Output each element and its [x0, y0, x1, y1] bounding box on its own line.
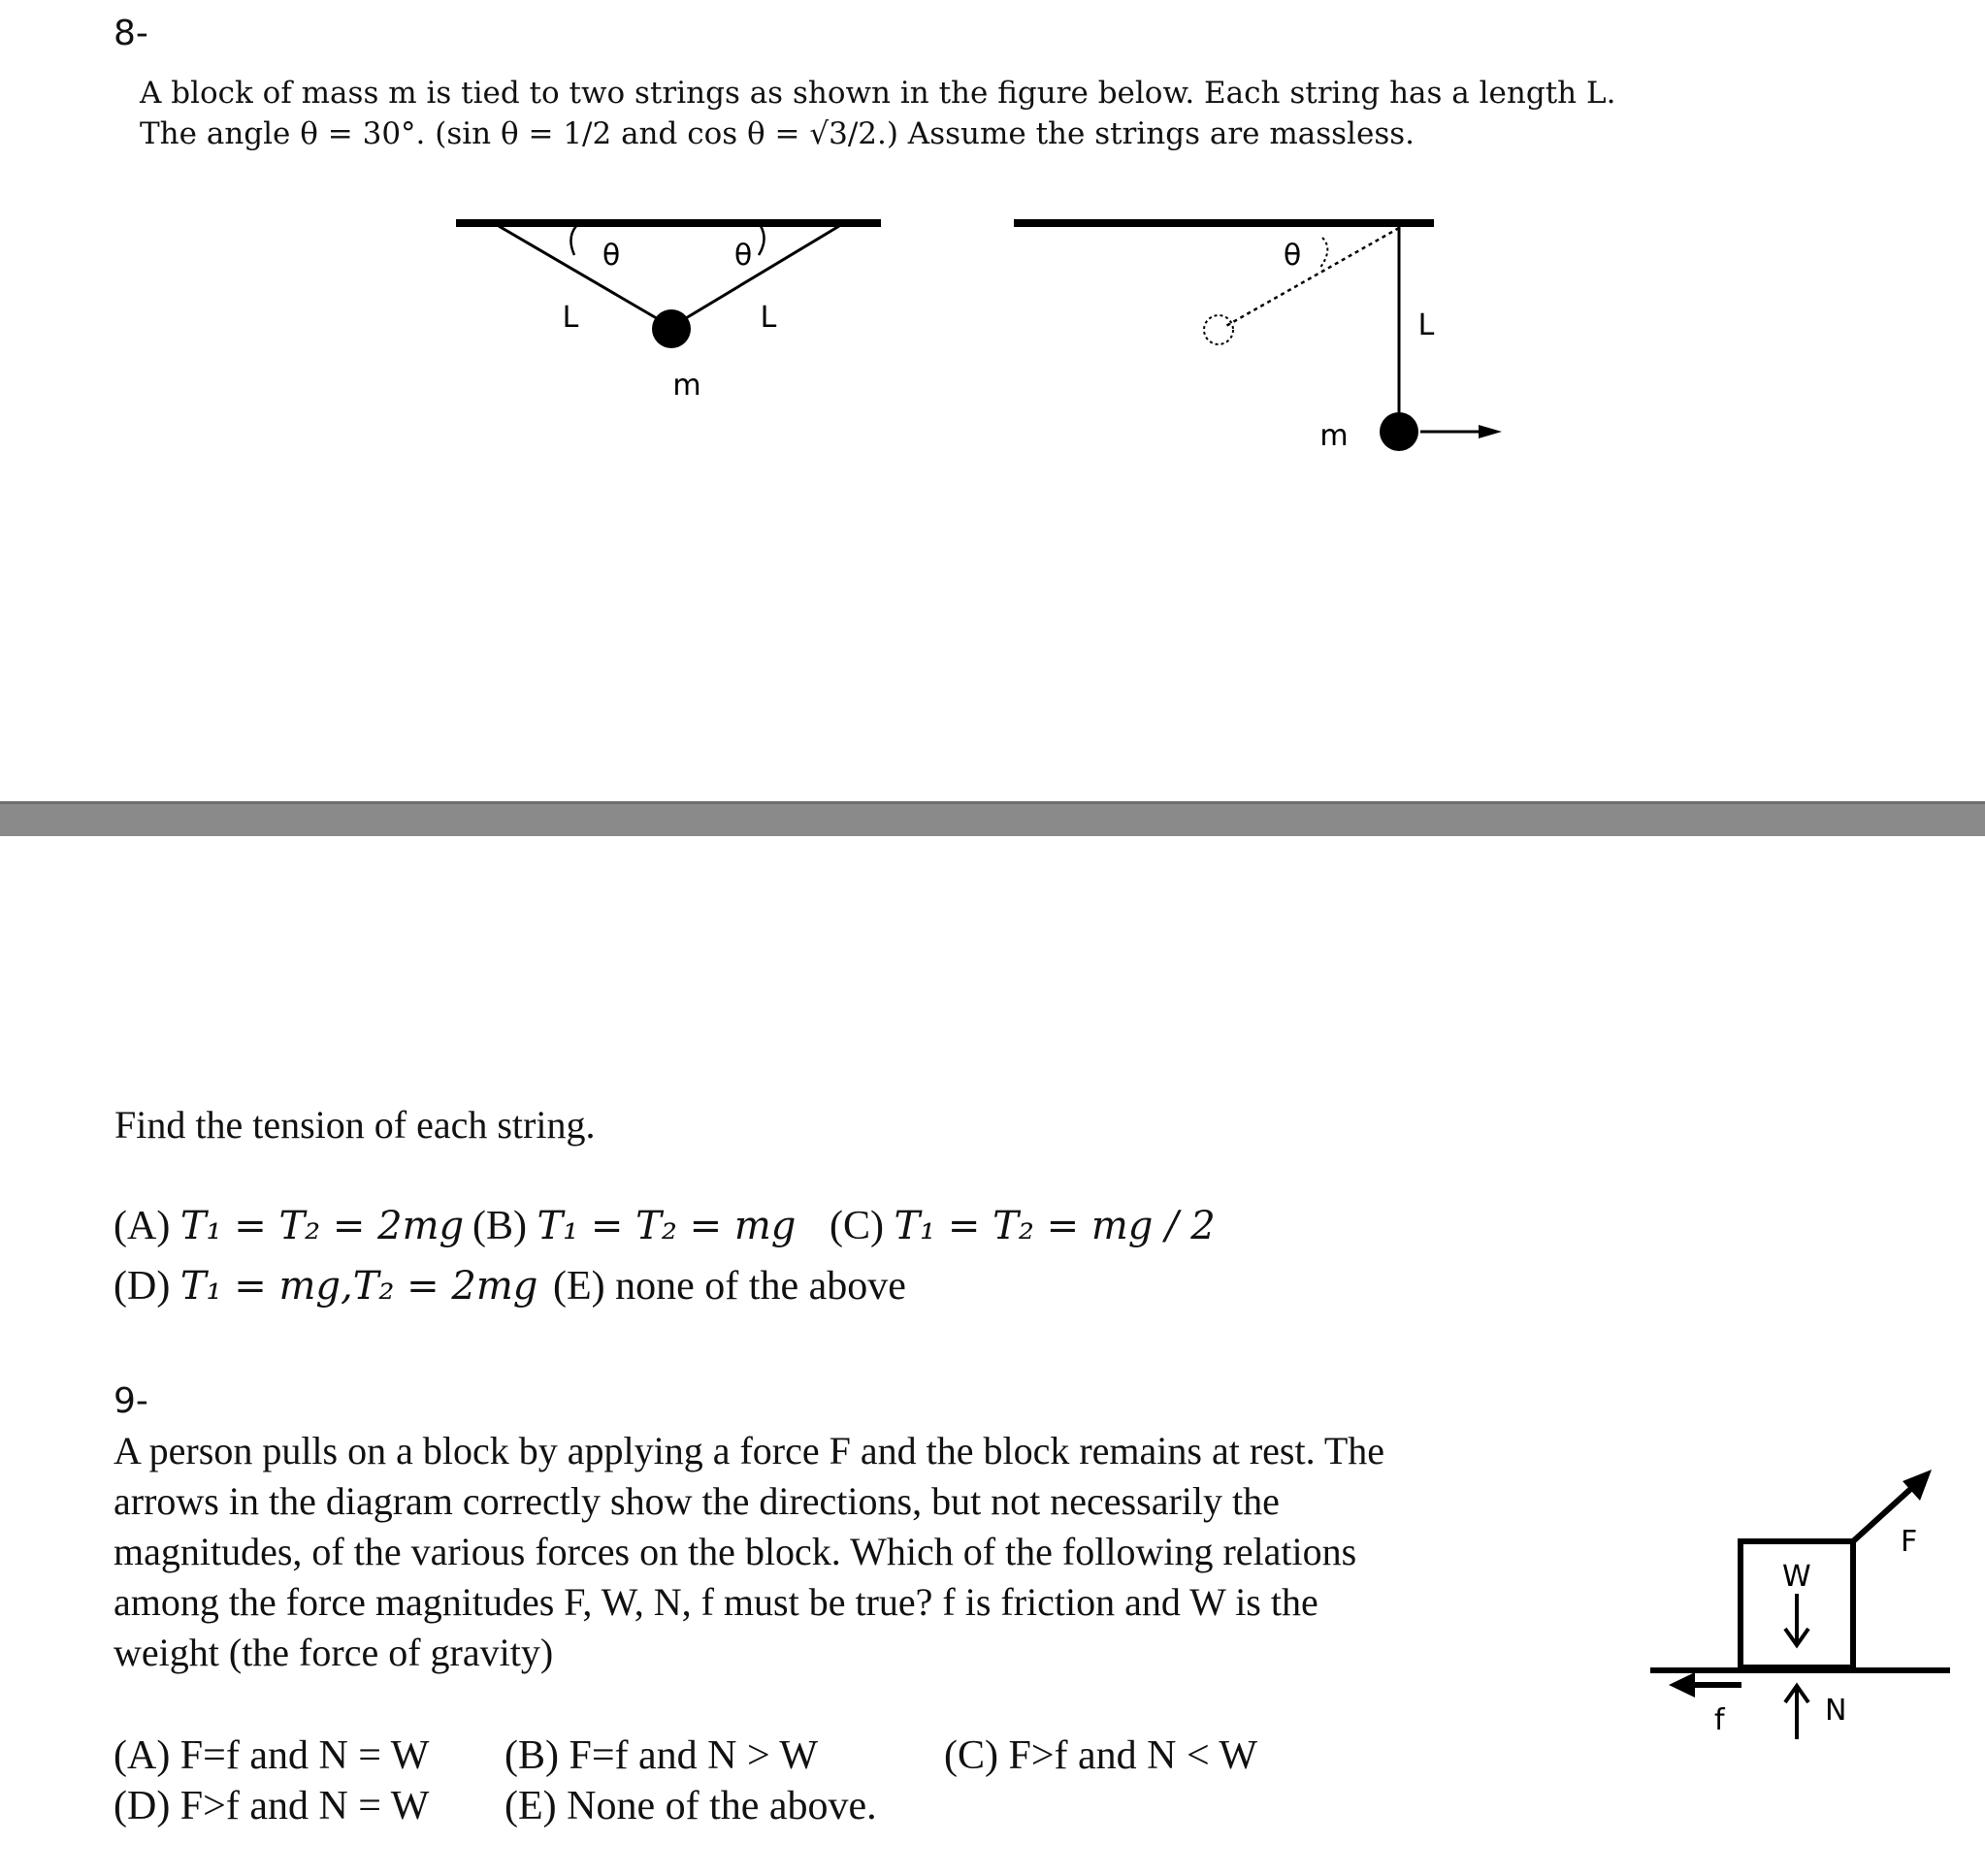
choice-9a[interactable]: (A) F=f and N = W [114, 1733, 430, 1778]
arrow-head-f-icon [1669, 1672, 1695, 1698]
angle-arc-dashed [1319, 238, 1327, 269]
force-f-label: f [1714, 1703, 1725, 1737]
choice-8a[interactable] [114, 1203, 464, 1249]
length-label: L [1417, 308, 1435, 342]
force-W-label: W [1782, 1560, 1811, 1594]
choice-9c[interactable]: (C) F>f and N < W [944, 1733, 1258, 1778]
choice-8a-expression: T₁ = T₂ = 2mg [179, 1204, 465, 1248]
theta-right-label: θ [733, 239, 753, 273]
question-8-number: 8- [114, 14, 148, 53]
choice-8a-label: (A) [114, 1204, 171, 1248]
choice-8e-text: none of the above [615, 1264, 906, 1309]
mass-ball [652, 309, 691, 348]
question-9-line2: arrows in the diagram correctly show the directions, but not necessarily the [114, 1479, 1280, 1523]
choice-8c-label: (C) [830, 1204, 884, 1248]
choice-8e-label: (E) [553, 1264, 605, 1309]
theta-label: θ [1283, 239, 1302, 273]
force-F-label: F [1901, 1525, 1918, 1559]
choice-8c[interactable] [830, 1203, 1216, 1249]
question-9-line1: A person pulls on a block by applying a force F and the block remains at rest. The [114, 1429, 1385, 1472]
theta-left-label: θ [602, 239, 621, 273]
ghost-ball [1204, 315, 1233, 344]
choice-9b[interactable]: (B) F=f and N > W [504, 1733, 819, 1778]
choice-8e[interactable] [553, 1263, 906, 1310]
mass-label: m [672, 369, 701, 403]
length-right-label: L [760, 301, 777, 335]
string-right [671, 226, 839, 327]
choice-8b[interactable] [472, 1203, 796, 1249]
length-left-label: L [562, 301, 579, 335]
choice-9e[interactable]: (E) None of the above. [504, 1784, 877, 1828]
string-left [499, 226, 671, 327]
question-9-line3: magnitudes, of the various forces on the block. Which of the following relations [114, 1530, 1357, 1573]
question-8-prompt: Find the tension of each string. [114, 1103, 596, 1147]
string-dashed-initial [1224, 228, 1399, 327]
question-8-intro-line1: A block of mass m is tied to two strings as shown in the figure below. Each string has a length L. [140, 76, 1616, 111]
pendulum-mass-label: m [1319, 419, 1349, 453]
choice-8b-label: (B) [472, 1204, 527, 1248]
figure-pendulum [999, 209, 1543, 470]
choice-8d-label: (D) [114, 1264, 171, 1309]
choice-8d-expression: T₁ = mg,T₂ = 2mg [179, 1264, 538, 1309]
angle-arc-right [759, 226, 765, 255]
choice-8b-expression: T₁ = T₂ = mg [537, 1204, 797, 1248]
question-9-line5: weight (the force of gravity) [114, 1631, 554, 1674]
choice-8c-expression: T₁ = T₂ = mg / 2 [894, 1204, 1216, 1248]
question-9-text [114, 1426, 1646, 1678]
figure-two-strings [456, 209, 883, 403]
question-8-intro-line2: The angle θ = 30°. (sin θ = 1/2 and cos θ = √3/2.) Assume the strings are massless. [140, 116, 1415, 151]
choice-8d[interactable] [114, 1263, 537, 1310]
pendulum-ball [1380, 412, 1418, 451]
force-N-label: N [1825, 1694, 1847, 1728]
angle-arc-left [570, 226, 576, 255]
choice-9d[interactable]: (D) F>f and N = W [114, 1784, 430, 1828]
arrow-head-right-icon [1479, 425, 1502, 438]
figure-force-diagram [1644, 1470, 1965, 1751]
question-9-line4: among the force magnitudes F, W, N, f must be true? f is friction and W is the [114, 1580, 1318, 1624]
question-9-number: 9- [114, 1381, 148, 1421]
page-divider [0, 801, 1985, 836]
